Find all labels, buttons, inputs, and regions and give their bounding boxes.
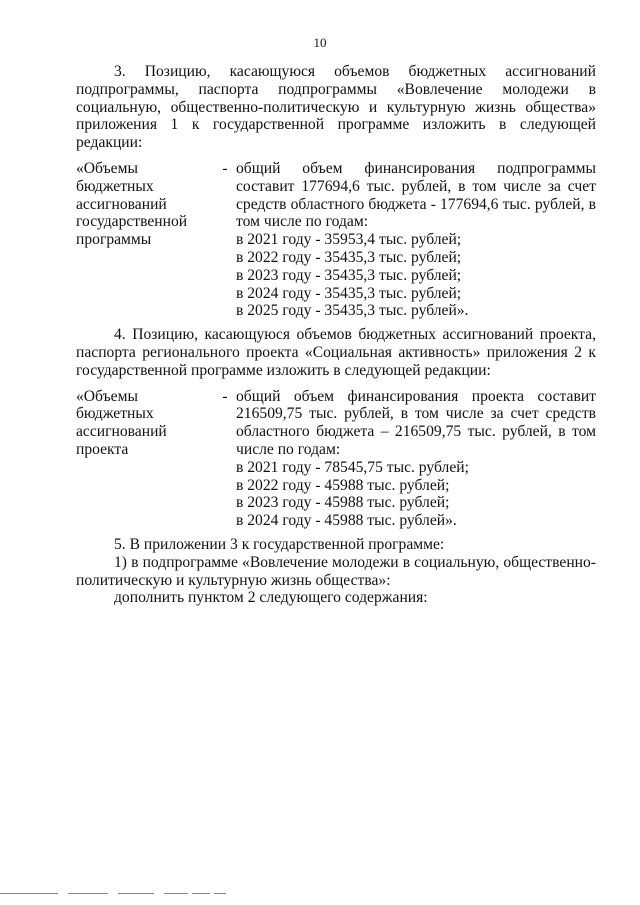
item4-label-line: бюджетных [76, 405, 154, 423]
item4-year: в 2021 году - 78545,75 тыс. рублей; [236, 458, 469, 476]
item3-year: в 2021 году - 35953,4 тыс. рублей; [236, 231, 462, 249]
item5-sub1-action: дополнить пунктом 2 следующего содержания: [114, 589, 428, 607]
item4-year: в 2022 году - 45988 тыс. рублей; [236, 476, 450, 494]
item3-label-line: программы [76, 231, 152, 249]
item4-year: в 2023 году - 45988 тыс. рублей; [236, 494, 450, 512]
item3-year: в 2025 году - 35435,3 тыс. рублей». [236, 302, 469, 320]
item4-label-line: ассигнований [76, 423, 167, 441]
item4-block [76, 388, 596, 530]
scan-artifact-line [0, 893, 640, 895]
item3-label-line: ассигнований [76, 195, 167, 213]
item4-intro: 4. Позицию, касающуюся объемов бюджетных ассигнований проекта, паспорта регионального проекта «Социальная активность» приложения 2 к государственной программе изложить в следующей редакции: [76, 326, 596, 379]
item3-label [76, 160, 216, 320]
item3-label-line: государственной [76, 213, 188, 231]
item3-label-line: «Объемы [76, 159, 138, 177]
item3-year: в 2023 году - 35435,3 тыс. рублей; [236, 266, 462, 284]
item4-year: в 2024 году - 45988 тыс. рублей». [236, 512, 457, 530]
item4-label-line: проекта [76, 440, 129, 458]
item4-label [76, 388, 216, 530]
item3-block [76, 160, 596, 320]
item4-dash: - [222, 387, 228, 405]
item4-body [234, 388, 596, 530]
item3-label-line: бюджетных [76, 177, 154, 195]
item3-year: в 2022 году - 35435,3 тыс. рублей; [236, 248, 462, 266]
item5-intro: 5. В приложении 3 к государственной программе: [114, 535, 445, 553]
document-body [76, 63, 596, 607]
item4-lead: общий объем финансирования проекта составит 216509,75 тыс. рублей, в том числе за счет средств областного бюджета – 216509,75 тыс. рублей, в том числе по годам: [236, 387, 596, 458]
item3-dash: - [222, 159, 228, 177]
item3-intro: 3. Позицию, касающуюся объемов бюджетных ассигнований подпрограммы, паспорта подпрограммы «Вовлечение молодежи в социальную, общественно-политическую и культурную жизнь общества» приложения 1 к государственной программе изложить в следующей редакции: [76, 63, 596, 152]
item3-lead: общий объем финансирования подпрограммы составит 177694,6 тыс. рублей, в том числе за счет средств областного бюджета - 177694,6 тыс. рублей, в том числе по годам: [236, 159, 596, 231]
item5-sub1: 1) в подпрограмме «Вовлечение молодежи в социальную, общественно-политическую и культурную жизнь общества»: [76, 553, 596, 589]
item3-year: в 2024 году - 35435,3 тыс. рублей; [236, 284, 462, 302]
page-number: 10 [313, 35, 327, 50]
item3-body [234, 160, 596, 320]
item4-label-line: «Объемы [76, 387, 138, 405]
